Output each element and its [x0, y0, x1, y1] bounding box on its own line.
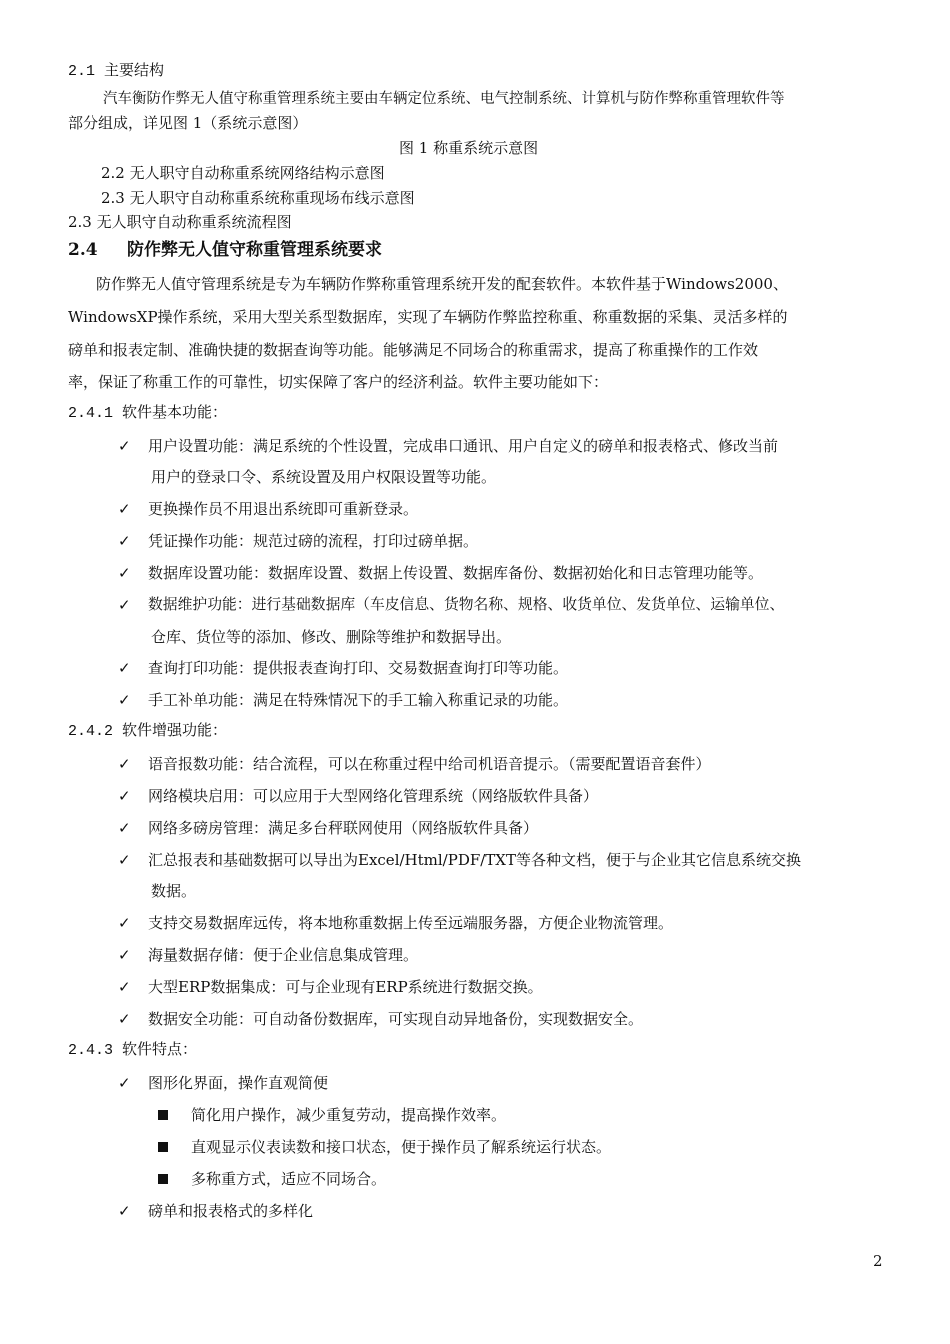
- checkmark-icon: ✓: [118, 659, 131, 677]
- page-number: 2: [873, 1252, 883, 1270]
- section-2-4-paragraph-line: 率，保证了称重工作的可靠性，切实保障了客户的经济利益。软件主要功能如下：: [68, 373, 609, 391]
- list-item: 语音报数功能：结合流程，可以在称重过程中给司机语音提示。（需要配置语音套件）: [148, 755, 711, 773]
- section-2-4-1-title: 2.4.1 软件基本功能：: [68, 405, 228, 422]
- section-2-1-paragraph-line: 部分组成，详见图 1（系统示意图）: [68, 114, 308, 132]
- section-2-2-title: 2.2 无人职守自动称重系统网络结构示意图: [101, 164, 385, 182]
- section-2-4-title: 防作弊无人值守称重管理系统要求: [127, 240, 382, 260]
- list-item: 网络多磅房管理：满足多台秤联网使用（网络版软件具备）: [148, 819, 539, 837]
- list-item-continuation: 仓库、货位等的添加、修改、删除等维护和数据导出。: [151, 628, 512, 646]
- square-bullet-icon: [158, 1174, 168, 1184]
- list-item: 数据维护功能：进行基础数据库（车皮信息、货物名称、规格、收货单位、发货单位、运输单位、: [148, 596, 785, 613]
- section-2-4-paragraph-line: 防作弊无人值守管理系统是专为车辆防作弊称重管理系统开发的配套软件。本软件基于Windows2000、: [96, 275, 788, 293]
- list-item: 大型ERP数据集成：可与企业现有ERP系统进行数据交换。: [148, 978, 543, 996]
- list-item: 手工补单功能：满足在特殊情况下的手工输入称重记录的功能。: [148, 691, 569, 709]
- figure-caption: 图 1 称重系统示意图: [399, 139, 539, 157]
- checkmark-icon: ✓: [118, 946, 131, 964]
- checkmark-icon: ✓: [118, 1010, 131, 1028]
- section-2-3-flowchart-title: 2.3 无人职守自动称重系统流程图: [68, 213, 292, 231]
- square-bullet-icon: [158, 1110, 168, 1120]
- checkmark-icon: ✓: [118, 1074, 131, 1092]
- checkmark-icon: ✓: [118, 755, 131, 773]
- section-2-4-number: 2.4: [68, 240, 98, 260]
- checkmark-icon: ✓: [118, 500, 131, 518]
- square-bullet-icon: [158, 1142, 168, 1152]
- list-item: 网络模块启用：可以应用于大型网络化管理系统（网络版软件具备）: [148, 787, 599, 805]
- section-2-4-paragraph-line: 磅单和报表定制、准确快捷的数据查询等功能。能够满足不同场合的称重需求，提高了称重操作的工作效: [68, 341, 759, 359]
- checkmark-icon: ✓: [118, 691, 131, 709]
- checkmark-icon: ✓: [118, 914, 131, 932]
- list-item-continuation: 数据。: [151, 882, 197, 900]
- sub-list-item: 简化用户操作，减少重复劳动，提高操作效率。: [191, 1106, 507, 1124]
- section-2-1-title: 2.1 主要结构: [68, 63, 165, 80]
- list-item: 汇总报表和基础数据可以导出为Excel/Html/PDF/TXT等各种文档，便于与企业其它信息系统交换: [148, 851, 801, 869]
- checkmark-icon: ✓: [118, 437, 131, 455]
- checkmark-icon: ✓: [118, 787, 131, 805]
- list-item: 数据安全功能：可自动备份数据库，可实现自动异地备份，实现数据安全。: [148, 1010, 644, 1028]
- section-2-3-wiring-title: 2.3 无人职守自动称重系统称重现场布线示意图: [101, 189, 415, 207]
- list-item: 查询打印功能：提供报表查询打印、交易数据查询打印等功能。: [148, 659, 569, 677]
- list-item: 更换操作员不用退出系统即可重新登录。: [148, 500, 419, 518]
- checkmark-icon: ✓: [118, 851, 131, 869]
- checkmark-icon: ✓: [118, 564, 131, 582]
- list-item: 凭证操作功能：规范过磅的流程，打印过磅单据。: [148, 532, 479, 550]
- list-item: 磅单和报表格式的多样化: [148, 1202, 314, 1220]
- list-item: 用户设置功能：满足系统的个性设置，完成串口通讯、用户自定义的磅单和报表格式、修改当前: [148, 437, 779, 455]
- checkmark-icon: ✓: [118, 596, 131, 614]
- checkmark-icon: ✓: [118, 819, 131, 837]
- checkmark-icon: ✓: [118, 532, 131, 550]
- list-item-continuation: 用户的登录口令、系统设置及用户权限设置等功能。: [151, 468, 497, 486]
- list-item: 图形化界面，操作直观简便: [148, 1074, 329, 1092]
- list-item: 海量数据存储：便于企业信息集成管理。: [148, 946, 419, 964]
- section-2-4-paragraph-line: WindowsXP操作系统，采用大型关系型数据库，实现了车辆防作弊监控称重、称重数据的采集、灵活多样的: [68, 308, 788, 326]
- sub-list-item: 多称重方式，适应不同场合。: [191, 1170, 387, 1188]
- section-2-1-paragraph-line: 汽车衡防作弊无人值守称重管理系统主要由车辆定位系统、电气控制系统、计算机与防作弊称重管理软件等: [103, 91, 785, 107]
- sub-list-item: 直观显示仪表读数和接口状态，便于操作员了解系统运行状态。: [191, 1138, 612, 1156]
- list-item: 支持交易数据库远传，将本地称重数据上传至远端服务器，方便企业物流管理。: [148, 914, 674, 932]
- list-item: 数据库设置功能：数据库设置、数据上传设置、数据库备份、数据初始化和日志管理功能等。: [148, 564, 764, 582]
- section-2-4-3-title: 2.4.3 软件特点：: [68, 1042, 198, 1059]
- checkmark-icon: ✓: [118, 978, 131, 996]
- section-2-4-2-title: 2.4.2 软件增强功能：: [68, 723, 228, 740]
- checkmark-icon: ✓: [118, 1202, 131, 1220]
